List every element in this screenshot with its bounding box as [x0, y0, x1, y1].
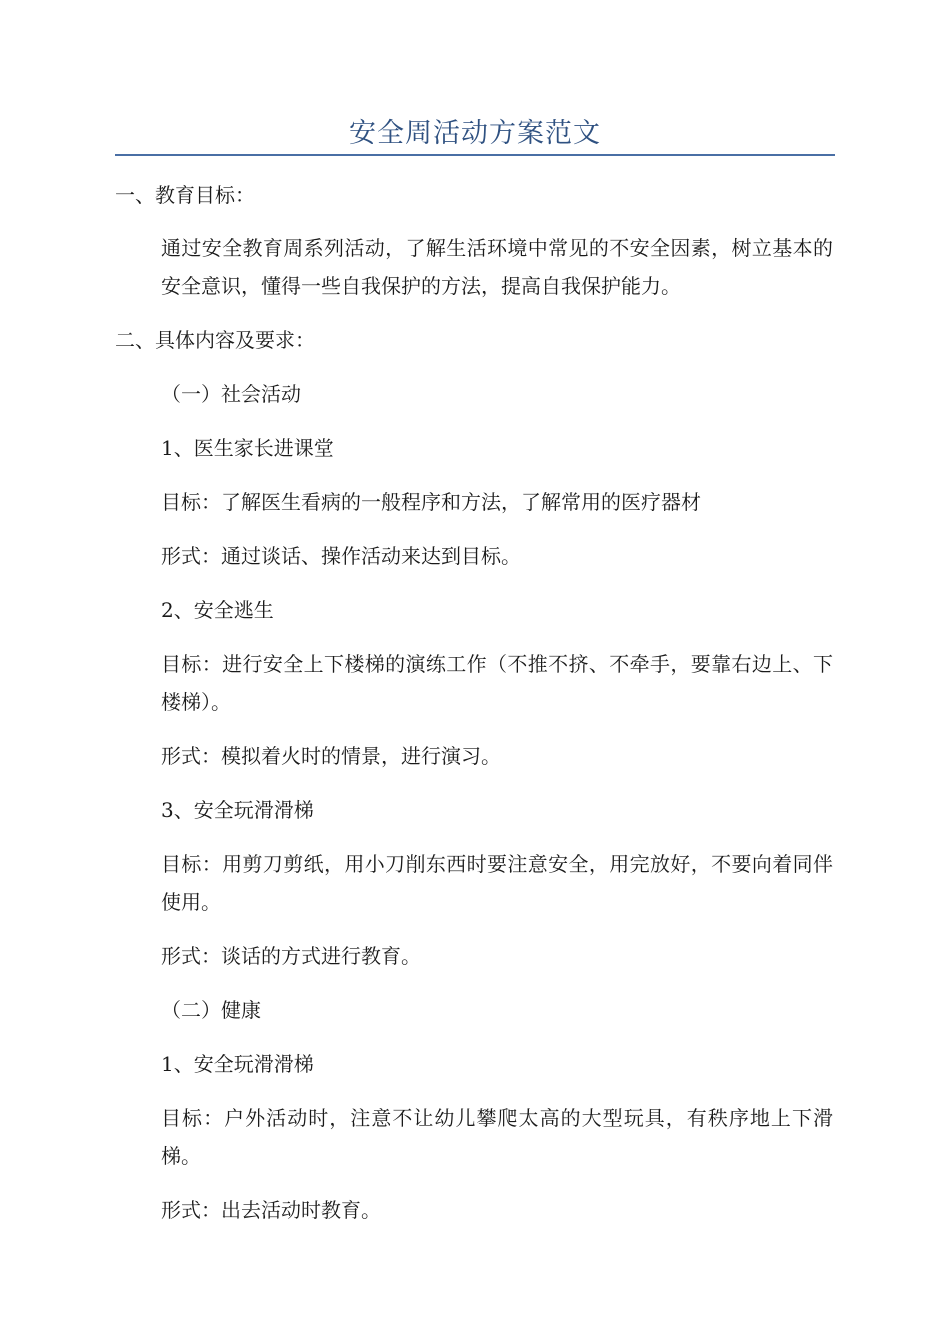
- paragraph-goals-body: 通过安全教育周系列活动，了解生活环境中常见的不安全因素，树立基本的安全意识，懂得一些自我保护的方法，提高自我保护能力。: [161, 236, 833, 298]
- section-heading-content: 二、具体内容及要求：: [115, 328, 315, 352]
- paragraph-doctor-goal: 目标：了解医生看病的一般程序和方法，了解常用的医疗器材: [161, 490, 701, 514]
- paragraph-slide-1-goal: 目标：用剪刀剪纸，用小刀削东西时要注意安全，用完放好，不要向着同伴使用。: [161, 852, 833, 914]
- paragraph-slide-2-form: 形式：出去活动时教育。: [161, 1198, 381, 1222]
- title-underline: [115, 154, 835, 156]
- paragraph-escape-form: 形式：模拟着火时的情景，进行演习。: [161, 744, 501, 768]
- paragraph-escape-goal: 目标：进行安全上下楼梯的演练工作（不推不挤、不牵手，要靠右边上、下楼梯）。: [161, 652, 833, 714]
- subsection-heading-health: （二）健康: [161, 998, 261, 1022]
- paragraph-slide-1-form: 形式：谈话的方式进行教育。: [161, 944, 421, 968]
- paragraph-doctor-form: 形式：通过谈话、操作活动来达到目标。: [161, 544, 521, 568]
- item-heading-slide-2: 1、安全玩滑滑梯: [161, 1052, 314, 1076]
- document-title: 安全周活动方案范文: [349, 118, 601, 149]
- section-heading-goals: 一、教育目标：: [115, 183, 255, 207]
- item-heading-doctor: 1、医生家长进课堂: [161, 436, 334, 460]
- subsection-heading-social: （一）社会活动: [161, 382, 301, 406]
- item-heading-slide-1: 3、安全玩滑滑梯: [161, 798, 314, 822]
- paragraph-slide-2-goal: 目标：户外活动时，注意不让幼儿攀爬太高的大型玩具，有秩序地上下滑梯。: [161, 1106, 833, 1168]
- item-heading-escape: 2、安全逃生: [161, 598, 274, 622]
